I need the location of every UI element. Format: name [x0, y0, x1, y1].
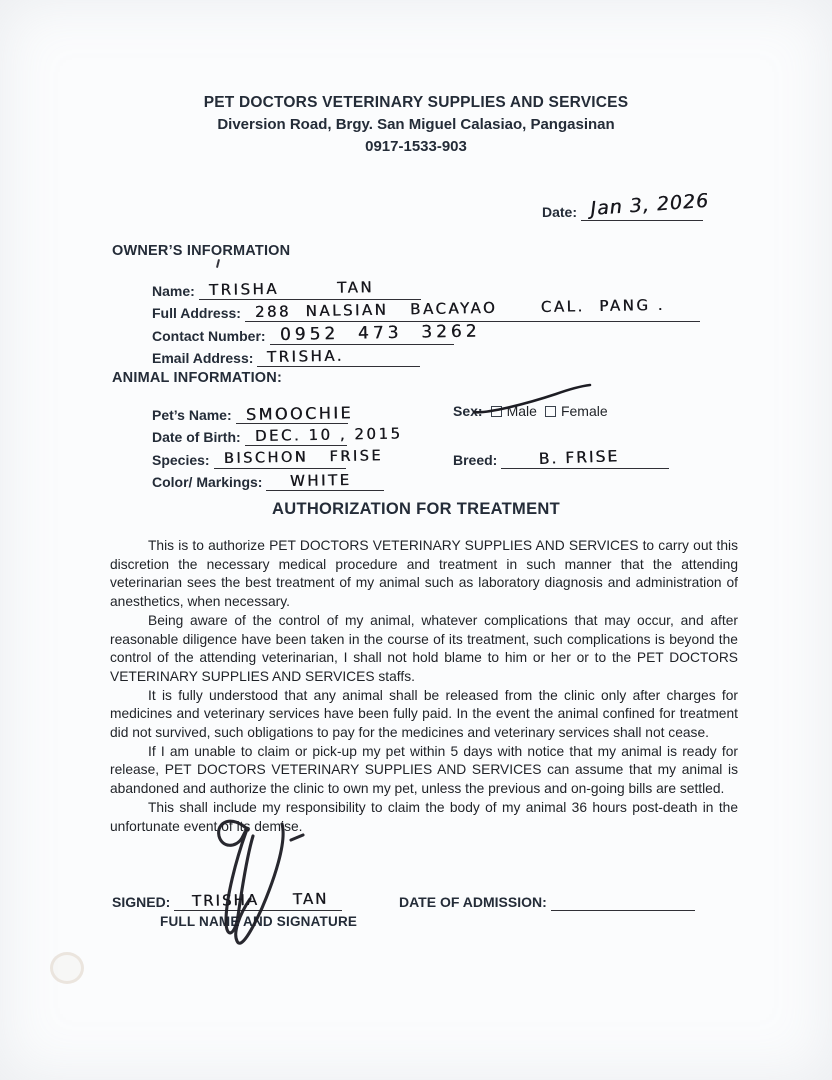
owner-email-label: Email Address: [152, 350, 254, 367]
pet-name-field [152, 401, 384, 424]
date-of-birth-line [245, 424, 403, 446]
signed-handwritten-name: TRISHA TAN [192, 889, 329, 910]
authorization-paragraph: This is to authorize PET DOCTORS VETERINARY SUPPLIES AND SERVICES to carry out this discretion the necessary medical procedure and treatment in such manner that the attending veterinarian sees the best treatment of my animal such as laboratory diagnosis and administration of anesthetics, when necessary. [110, 538, 738, 610]
female-option-label: Female [560, 403, 608, 419]
date-of-birth-handwritten-value: DEC. 10 , 2015 [254, 424, 403, 446]
date-of-admission-field [399, 888, 695, 911]
authorization-title: AUTHORIZATION FOR TREATMENT [272, 500, 560, 518]
breed-line [501, 448, 669, 469]
date-field [542, 189, 710, 221]
female-checkbox[interactable] [545, 406, 556, 417]
sex-label: Sex: [453, 403, 483, 419]
owner-email-handwritten-value: TRISHA. [267, 347, 345, 367]
date-handwritten-value: Jan 3, 2026 [589, 189, 710, 220]
authorization-paragraph: If I am unable to claim or pick-up my pet within 5 days with notice that my animal is ready for release, PET DOCTORS VETERINARY SUPPLIES AND SERVICES can assume that my animal is abandoned and authorize the clinic to own my pet, unless the previous and on-going bills are settled. [110, 743, 738, 797]
species-field [152, 446, 384, 469]
date-of-admission-label: DATE OF ADMISSION: [399, 893, 547, 910]
signed-caption: FULL NAME AND SIGNATURE [160, 914, 358, 929]
pet-name-handwritten-value: SMOOCHIE [245, 402, 353, 424]
breed-label: Breed: [453, 451, 498, 468]
pet-name-label: Pet’s Name: [152, 406, 232, 423]
color-markings-handwritten-value: WHITE [290, 471, 353, 491]
owner-name-line [199, 279, 421, 300]
clinic-header [0, 92, 832, 158]
owner-email-field [152, 345, 700, 368]
owner-email-line [257, 346, 420, 367]
owner-address-handwritten-value: 288 NALSIAN BACAYAO CAL. PANG . [254, 296, 666, 322]
date-of-birth-label: Date of Birth: [152, 429, 241, 446]
color-markings-line [266, 470, 384, 491]
species-handwritten-value: BISCHON FRISE [223, 448, 383, 467]
owner-name-handwritten-value: TRISHA TAN [208, 277, 374, 299]
signed-line [174, 890, 342, 911]
animal-fields [152, 401, 403, 491]
owner-section-heading: OWNER’S INFORMATION [112, 243, 291, 259]
authorization-paragraph: Being aware of the control of my animal, whatever complications that may occur, and after reasonable diligence have been taken in the course of its treatment, such complications is beyond the control of the attending veterinarian, I shall not hold blame to him or her or to the PET DOCTORS VETERINARY SUPPLIES AND SERVICES staffs. [110, 612, 738, 684]
date-label: Date: [542, 203, 578, 220]
owner-name-label: Name: [152, 282, 195, 299]
breed-handwritten-value: B. FRISE [538, 446, 620, 468]
date-line [581, 189, 710, 221]
male-checkbox[interactable] [491, 406, 502, 417]
clinic-address: Diversion Road, Brgy. San Miguel Calasiao, Pangasinan [217, 116, 615, 133]
color-markings-field [152, 469, 384, 492]
authorization-body [110, 537, 738, 836]
date-of-admission-line [551, 890, 695, 911]
owner-address-field [152, 296, 700, 323]
owner-address-line [245, 296, 700, 322]
authorization-paragraph: This shall include my responsibility to claim the body of my animal 36 hours post-death in the unfortunate event of its demise. [110, 799, 738, 834]
animal-section-heading: ANIMAL INFORMATION: [112, 370, 282, 386]
clinic-name: PET DOCTORS VETERINARY SUPPLIES AND SERVICES [203, 94, 629, 111]
color-markings-label: Color/ Markings: [152, 474, 263, 491]
owner-contact-line [270, 321, 481, 345]
male-option-label: Male [506, 403, 537, 419]
signed-label: SIGNED: [112, 893, 171, 910]
clinic-phone: 0917-1533-903 [365, 138, 467, 155]
owner-address-label: Full Address: [152, 305, 241, 322]
date-of-birth-field [152, 424, 403, 447]
scan-smudge [50, 952, 84, 984]
breed-field [453, 446, 669, 469]
species-line [214, 448, 383, 469]
signed-field [112, 888, 342, 911]
sex-field [453, 403, 608, 419]
pet-name-line [236, 402, 353, 424]
species-label: Species: [152, 451, 210, 468]
owner-contact-label: Contact Number: [152, 327, 266, 344]
owner-fields [152, 277, 700, 367]
owner-contact-handwritten-value: 0952 473 3262 [279, 321, 481, 345]
stray-pen-mark [216, 259, 220, 268]
owner-contact-field [152, 322, 700, 345]
authorization-paragraph: It is fully understood that any animal shall be released from the clinic only after charges for medicines and veterinary services have been fully paid. In the event the animal confined for treatment did not survived, such obligations to pay for the medicines and veterinary services shall not cease. [110, 687, 738, 741]
